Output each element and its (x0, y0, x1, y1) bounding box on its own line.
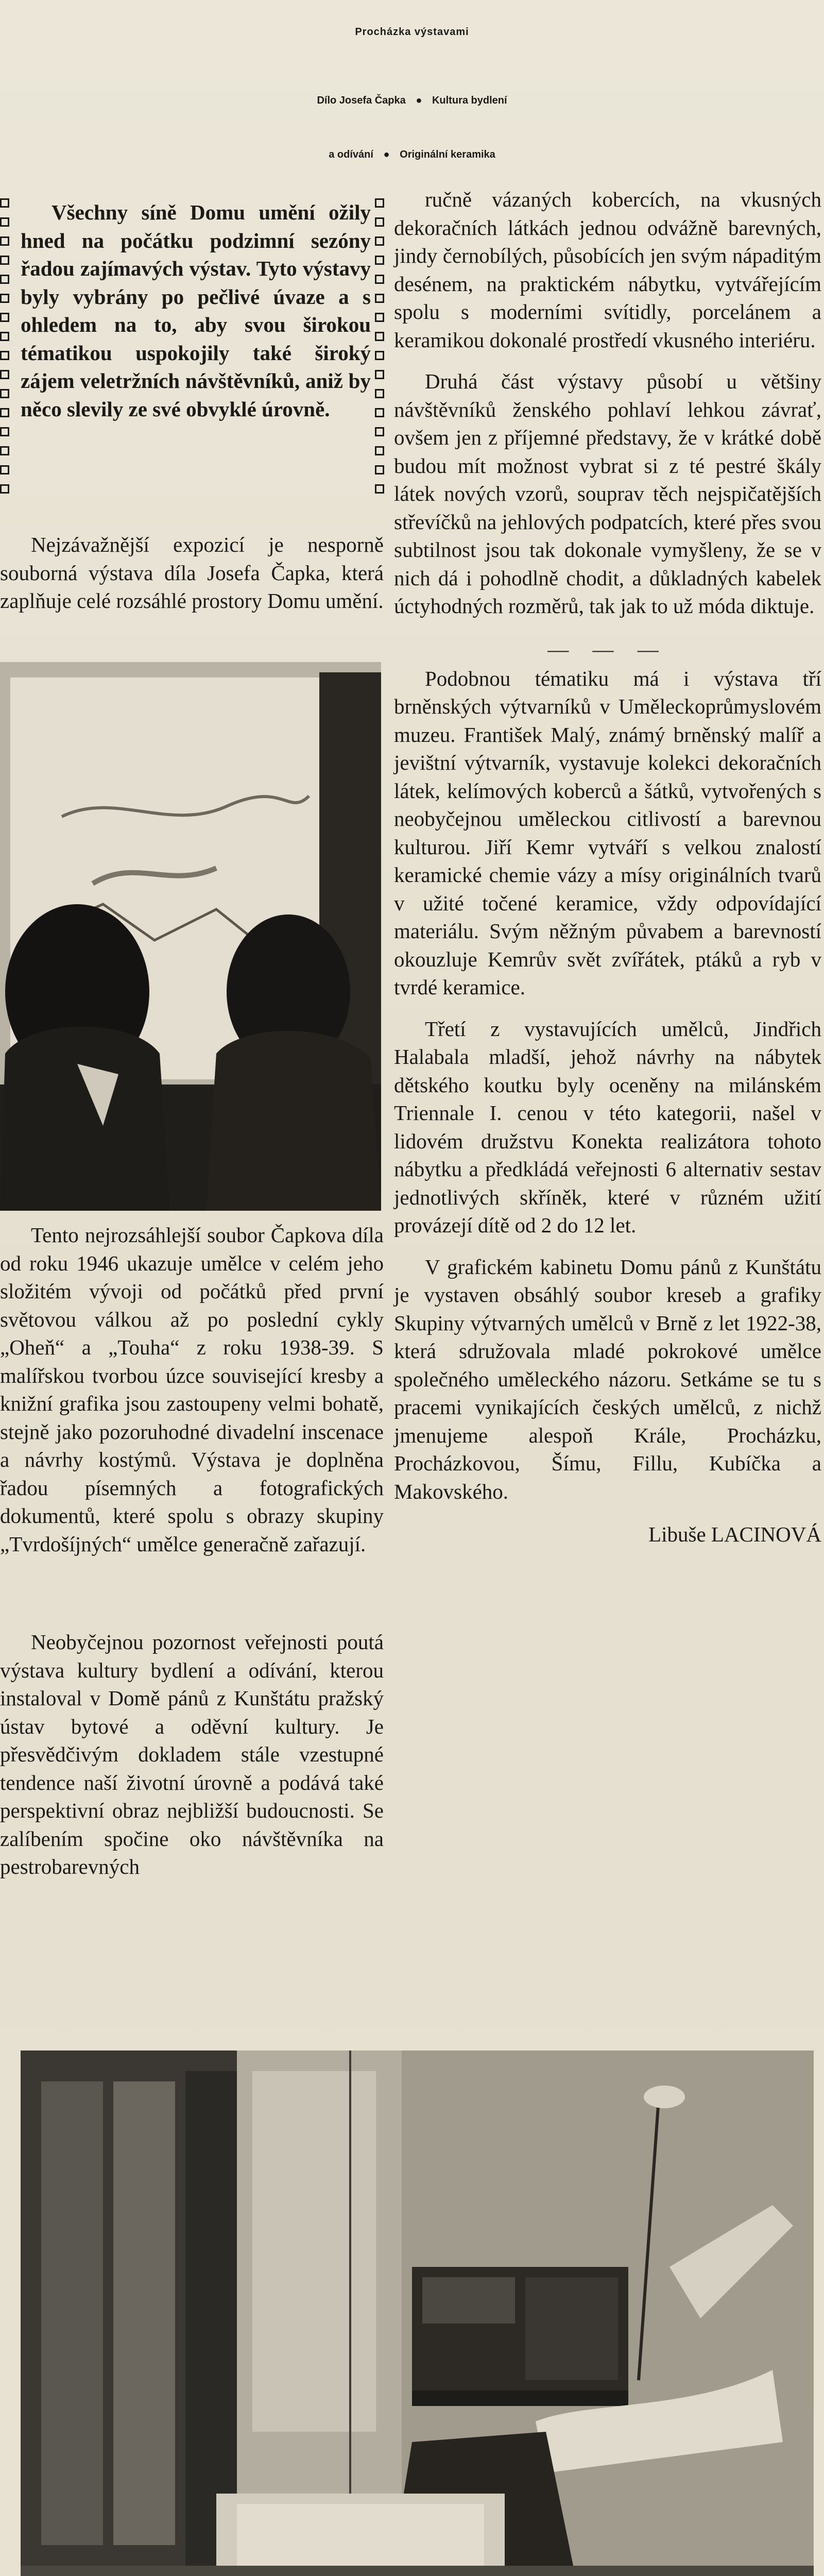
article-headline: Procházka výstavami (355, 26, 469, 38)
lead-box (0, 198, 389, 533)
decorative-square-strip (375, 198, 388, 533)
paragraph: Neobyčejnou pozornost veřejnosti poutá výstava kultury bydlení a odívání, kterou instaloval v Domě pánů z Kunštátu pražský ústav bytové a oděvní kultury. Je přesvědčivým dokladem stále vzestupné tendence naší životní úrovně a podává také perspektivní obraz nejbližší budoucnosti. Se zalíbením spočine oko návštěvníka na pestrobarevných (0, 1630, 384, 1878)
paragraph: Druhá část výstavy působí u většiny návštěvníků ženského pohlaví lehkou závrať, ovšem jen z příjemné představy, že v krátké době budou mít možnost vybrat si z té pestré škály látek nových vzorů, souprav těch nejspičatějších střevíčků na jehlových podpatcích, které přes svou subtilnost jsou tak dokonale vymyšleny, že se v nich dá i pohodlně chodit, a důkladných kabelek úctyhodných rozměrů, tak jak to už móda diktuje. (394, 369, 821, 618)
interior-exhibition-photo (21, 2050, 814, 2576)
lead-paragraph: Všechny síně Domu umění ožily hned na počátku podzimní sezóny řadou zajímavých výstav. Tyto výstavy byly vybrány po pečlivé úvaze a s ohledem na to, aby svou širokou tématikou uspokojily také široký zájem veletržních návštěvníků, aniž by něco slevily ze své obvyklé úrovně. (21, 200, 371, 421)
paragraph: Tento nejrozsáhlejší soubor Čapkova díla od roku 1946 ukazuje umělce v celém jeho složitém vývoji od počátků před první světovou válkou až po poslední cykly „Oheň“ a „Touha“ z roku 1938-39. S malířskou tvorbou úzce související kresby a knižní grafika jsou zastoupeny velmi bohatě, stejně jako pozoruhodné divadelní inscenace a návrhy kostýmů. Výstava je doplněna řadou písemných a fotografických dokumentů, které spolu s obrazy skupiny „Tvrdošíjných“ umělce generačně zařazují. (0, 1223, 384, 1556)
subheadline-bullet: ● (383, 149, 390, 160)
paragraph: ručně vázaných kobercích, na vkusných dekoračních látkách jednou odvážně barevných, jindy černobílých, působících jen svým nápaditým desénem, na praktickém nábytku, vytvářejícím spolu s moderními svítidly, porcelánem a keramikou dokonalé prostředí vkusného interiéru. (394, 188, 821, 352)
paragraph: Nejzávažnější expozicí je nesporně souborná výstava díla Josefa Čapka, která zaplňuje celé rozsáhlé prostory Domu umění. (0, 533, 384, 613)
subheadline-part: Originální keramika (400, 149, 495, 160)
article-subheadline-2 (0, 126, 824, 183)
left-column-bottom (0, 1221, 384, 1894)
subheadline-part: Kultura bydlení (432, 95, 507, 106)
exhibition-photo-visitors (0, 662, 381, 1211)
subheadline-part: Dílo Josefa Čapka (317, 95, 406, 106)
author-signature: Libuše LACINOVÁ (648, 1522, 821, 1546)
paragraph: Podobnou tématiku má i výstava tří brněnských výtvarníků v Uměleckoprůmyslovém muzeu. František Malý, známý brněnský malíř a jevištní výtvarník, vystavuje kolekci dekoračních látek, kelímových koberců a šátků, vytvořených s neobyčejnou uměleckou citlivostí a barevnou kulturou. Jiří Kemr vytváří s velkou znalostí keramické chemie vázy a mísy originálních tvarů v užité točené keramice, vždy odpovídající materiálu. Svým něžným půvabem a barevností okouzluje Kemrův svět zvířátek, ptáků a ryb v tvrdé keramice. (394, 666, 821, 999)
subheadline-part: a odívání (329, 149, 373, 160)
section-separator: — — — (547, 637, 668, 661)
paragraph: Třetí z vystavujících umělců, Jindřich Halabala mladší, jehož návrhy na nábytek dětského koutku byly oceněny na milánském Triennale I. cenou v této kategorii, našel v lidovém družstvu Konekta realizátora tohoto nábytku a předkládá veřejnosti 6 alternativ sestav jednotlivých skříněk, které v různém užití provázejí dítě od 2 do 12 let. (394, 1016, 821, 1237)
paragraph: V grafickém kabinetu Domu pánů z Kunštátu je vystaven obsáhlý soubor kreseb a grafiky Skupiny výtvarných umělců v Brně z let 1922-38, která sdružovala mladé pokrokové umělce společného uměleckého názoru. Setkáme se tu s pracemi vynikajících českých umělců, z nichž jmenujeme alespoň Krále, Procházku, Procházkovou, Šímu, Fillu, Kubíčka a Makovského. (394, 1255, 821, 1503)
right-column (394, 185, 821, 1550)
article-subheadline-1 (0, 72, 824, 129)
decorative-square-strip (0, 198, 13, 533)
subheadline-bullet: ● (416, 95, 422, 106)
left-column-top (0, 531, 384, 629)
